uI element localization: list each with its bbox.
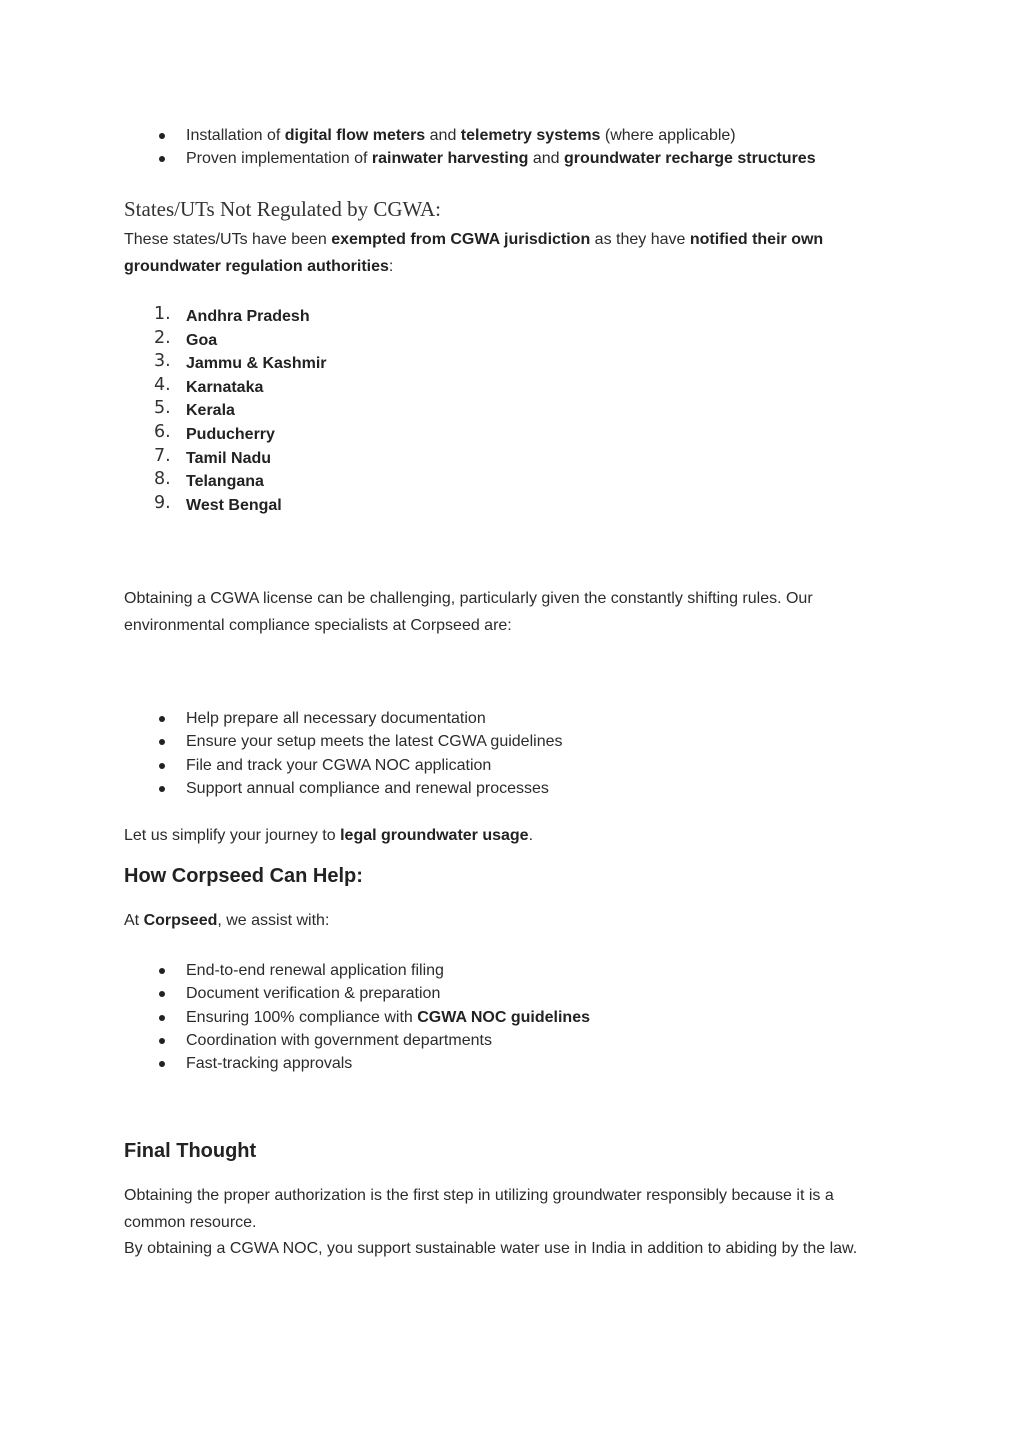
list-item: Help prepare all necessary documentation <box>124 707 904 730</box>
list-item: Installation of digital flow meters and telemetry systems (where applicable) <box>124 124 904 147</box>
license-paragraph: Obtaining a CGWA license can be challenging, particularly given the constantly shifting rules. Our environmental compliance specialists at Corpseed are: <box>124 590 813 634</box>
list-item: 7. Tamil Nadu <box>154 445 272 467</box>
final-paragraph-2: By obtaining a CGWA NOC, you support sustainable water use in India in addition to abiding by the law. <box>124 1240 858 1257</box>
list-item: Ensure your setup meets the latest CGWA guidelines <box>124 730 904 753</box>
list-item: 3. Jammu & Kashmir <box>154 351 327 373</box>
list-item: Ensuring 100% compliance with CGWA NOC guidelines <box>124 1006 904 1029</box>
list-item: 4. Karnataka <box>154 374 264 396</box>
list-item: Support annual compliance and renewal processes <box>124 777 904 800</box>
list-item: 6. Puducherry <box>154 421 275 443</box>
help-heading: How Corpseed Can Help: <box>124 865 363 887</box>
simplify-paragraph: Let us simplify your journey to legal groundwater usage. <box>124 827 534 844</box>
list-item: 1. Andhra Pradesh <box>154 304 310 325</box>
services-list <box>124 707 904 800</box>
list-item: Proven implementation of rainwater harvesting and groundwater recharge structures <box>124 147 904 170</box>
list-item: Document verification & preparation <box>124 982 904 1005</box>
final-heading: Final Thought <box>124 1140 257 1162</box>
states-intro: These states/UTs have been exempted from CGWA jurisdiction as they have notified their own groundwater regulation authorities: <box>124 231 824 275</box>
help-list <box>124 959 904 1075</box>
list-item: 8. Telangana <box>154 469 264 491</box>
list-item: Coordination with government departments <box>124 1029 904 1052</box>
states-list <box>124 305 524 517</box>
help-intro: At Corpseed, we assist with: <box>124 912 330 929</box>
list-item: End-to-end renewal application filing <box>124 959 904 982</box>
final-paragraph-1: Obtaining the proper authorization is the first step in utilizing groundwater responsibly because it is a common resource. <box>124 1187 834 1231</box>
list-item: File and track your CGWA NOC application <box>124 754 904 777</box>
requirements-list <box>124 124 904 171</box>
list-item: 2. Goa <box>154 327 218 349</box>
list-item: 9. West Bengal <box>154 492 282 514</box>
list-item: 5. Kerala <box>154 398 235 420</box>
states-heading: States/UTs Not Regulated by CGWA: <box>124 197 441 221</box>
list-item: Fast-tracking approvals <box>124 1052 904 1075</box>
